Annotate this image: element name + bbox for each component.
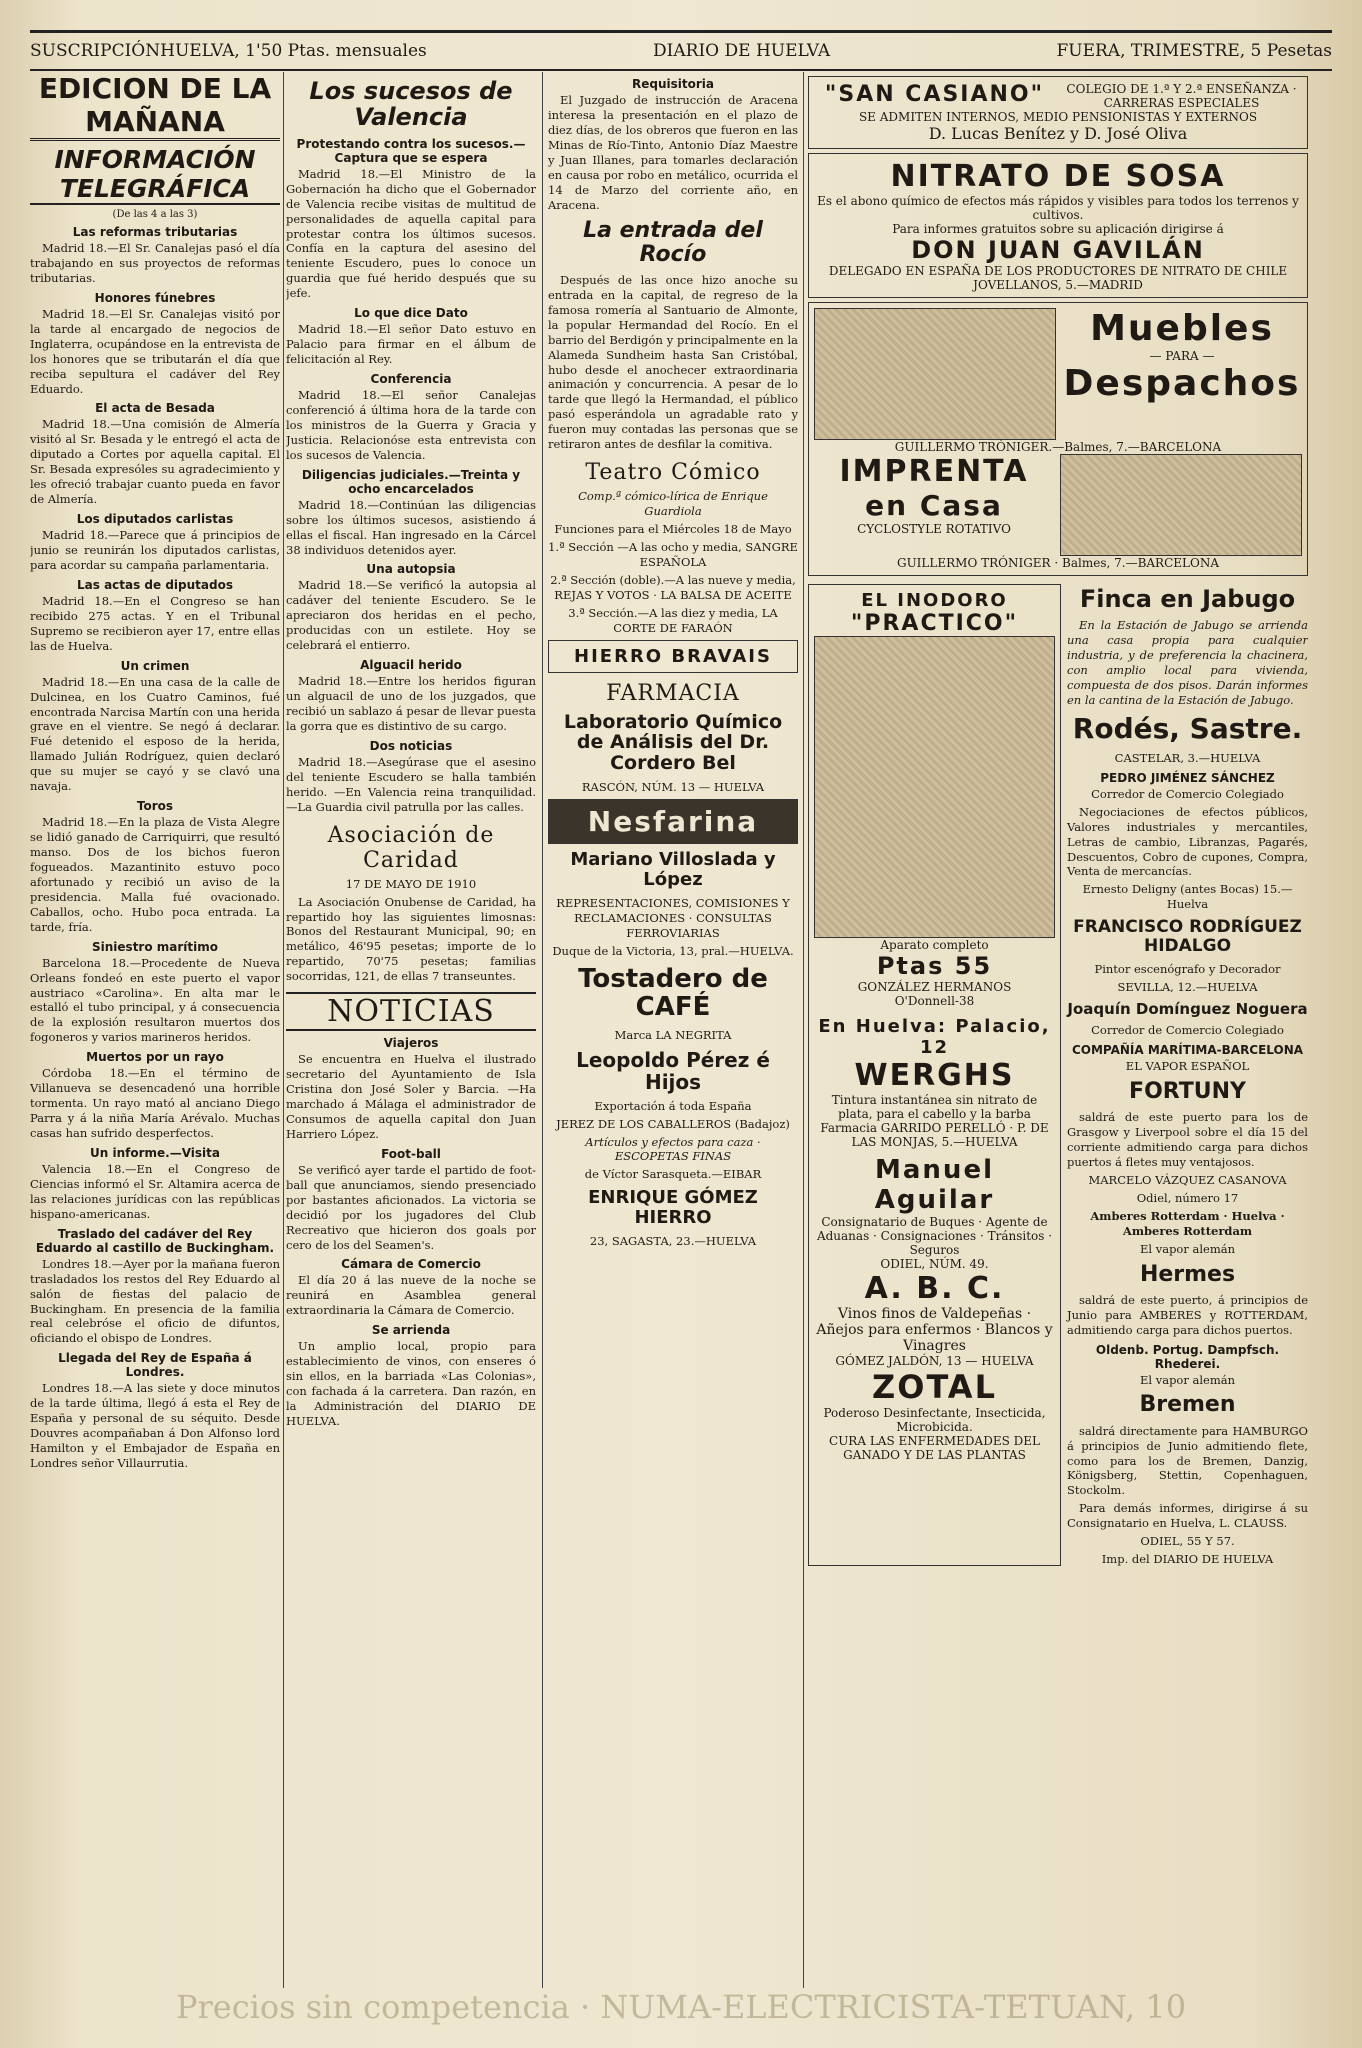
article-heading: Los diputados carlistas: [76, 512, 234, 527]
hermes-lines: Amberes Rotterdam · Huelva · Amberes Rotterdam: [1090, 1208, 1285, 1238]
caza-rep: ENRIQUE GÓMEZ HIERRO: [588, 1187, 758, 1229]
article-text: Madrid 18.—Entre los heridos figuran un alguacil de uno de los juzgados, que recibió un sablazo á pesar de llevar puesta la gorra que es distintivo de su cargo.: [286, 674, 536, 733]
tostadero-city: JEREZ DE LOS CABALLEROS (Badajoz): [556, 1116, 790, 1131]
printer-imprint: Imp. del DIARIO DE HUELVA: [1101, 1552, 1274, 1567]
bremen-consignee: Para demás informes, dirigirse á su Consignatario en Huelva, L. CLAUSS.: [1067, 1501, 1308, 1531]
teatro-functions: Funciones para el Miércoles 18 de Mayo: [554, 522, 792, 536]
hermes-name: Hermes: [1139, 1261, 1236, 1287]
nitrato-delegate: DELEGADO EN ESPAÑA DE LOS PRODUCTORES DE NITRATO DE CHILE: [828, 264, 1288, 278]
werghs-pharmacy: Farmacia GARRIDO PERELLÓ · P. DE LAS MONJAS, 5.—HUELVA: [820, 1121, 1049, 1149]
caza-address: 23, SAGASTA, 23.—HUELVA: [589, 1233, 757, 1248]
article-text: Madrid 18.—Asegúrase que el asesino del teniente Escudero se halla también herido. —En Valencia reina tranquilidad. —La Guardia civil patrulla por las calles.: [286, 754, 536, 814]
tostadero-title: Tostadero de CAFÉ: [578, 963, 768, 1023]
pedro-address: Ernesto Deligny (antes Bocas) 15.—Huelva: [1082, 882, 1293, 912]
article-text: Un amplio local, propio para establecimiento de vinos, con enseres ó sin ellos, en la barriada «Las Colonias», con fachada á la carretera. Dan razón, en la Administración del DIARIO DE HUELVA.: [286, 1339, 536, 1428]
noticias-list: [286, 1036, 536, 1429]
article-text: Madrid 18.—El señor Dato estuvo en Palacio para firmar en el álbum de felicitación al Rey.: [286, 322, 536, 367]
article-text: Madrid 18.—Una comisión de Almería visitó al Sr. Besada y le entregó el acta de diputado a Cortes por aquella capital. El Sr. Besada expresóles su agradecimiento y les ofreció trabajar cuanto pueda en favor de Almería.: [30, 417, 280, 507]
article-text: Se encuentra en Huelva el ilustrado secretario del Ayuntamiento de Isla Cristina don José Soler y Barcia. —Ha marchado á Málaga el administrador de Consumos de aquella capital don Juan Harriero López.: [286, 1052, 536, 1141]
abc-address: GÓMEZ JALDÓN, 13 — HUELVA: [835, 1354, 1034, 1368]
farmacia-address: RASCÓN, NÚM. 13 — HUELVA: [581, 780, 765, 795]
masthead-bar: [30, 30, 1332, 71]
maritima-address: Odiel, número 17: [1136, 1190, 1239, 1205]
article-heading: Llegada del Rey de España á Londres.: [58, 1351, 252, 1380]
finca-text: En la Estación de Jabugo se arrienda una casa propia para cualquier industria, y de preferencia la chacinera, con amplio local para vivienda, compuesta de dos pisos. Darán informes en la cantina de la Estación de Jabugo.: [1067, 618, 1308, 708]
article-text: Madrid 18.—El Sr. Canalejas pasó el día trabajando en sus proyectos de reformas tributarias.: [30, 241, 280, 285]
bremen-vapor: El vapor alemán: [1139, 1372, 1236, 1387]
article-text: Córdoba 18.—En el término de Villanueva se desencadenó una horrible tormenta. Un rayo mató al anciano Diego Parra y á la niña María Arévalo. Muchas casas han sufrido desperfectos.: [30, 1066, 280, 1140]
zotal-desc: Poderoso Desinfectante, Insecticida, Microbicida.: [823, 1406, 1046, 1434]
nitrato-name: DON JUAN GAVILÁN: [911, 236, 1205, 264]
caridad-title: Asociación de Caridad: [327, 822, 495, 873]
column-ads: [808, 72, 1308, 1988]
article-text: Londres 18.—A las siete y doce minutos de la tarde última, llegó á esta el Rey de España y personal de su séquito. Desde Douvres acompañaban á Don Alfonso lord Hamilton y el Embajador de España en Londres señor Villaurrutia.: [30, 1381, 280, 1470]
article-heading: Diligencias judiciales.—Treinta y ocho encarcelados: [301, 467, 521, 496]
article-text: Madrid 18.—El Sr. Canalejas visitó por la tarde al encargado de negocios de Inglaterra, ocupándose en la entrevista de los honores que se tributarán el día que reciba sepultura el cadáver del Rey Eduardo.: [30, 306, 280, 396]
article-text: Madrid 18.—El Ministro de la Gobernación ha dicho que el Gobernador de Valencia recibe visitas de multitud de personalidades de aquella capital para protestar contra los últimos sucesos. Confía en la captura del asesino del teniente Escudero, pues lo conoce un guardia que fué herido después que su jefe.: [286, 166, 536, 301]
article-heading: Siniestro marítimo: [92, 939, 218, 954]
article-text: Madrid 18.—Se verificó la autopsia al cadáver del teniente Escudero. Se le apreciaron dos heridas en el pecho, producidas con un estilete. Hoy se celebrará el entierro.: [286, 578, 536, 653]
ad-nesfarina: Nesfarina: [548, 799, 798, 844]
toilet-illustration: [814, 636, 1055, 938]
article-heading: Conferencia: [370, 372, 452, 387]
zotal-title: ZOTAL: [872, 1368, 997, 1406]
pedro-role: Corredor de Comercio Colegiado: [1091, 786, 1284, 801]
column-valencia: [286, 72, 536, 1988]
finca-title: Finca en Jabugo: [1079, 585, 1296, 613]
requisitoria-heading: Requisitoria: [632, 77, 714, 91]
tostadero-export: Exportación á toda España: [594, 1098, 752, 1113]
abc-desc: Vinos finos de Valdepeñas · Añejos para enfermos · Blancos y Vinagres: [816, 1306, 1053, 1354]
article-text: Madrid 18.—Parece que á principios de junio se reunirán los diputados carlistas, para acordar su campaña parlamentaria.: [30, 528, 280, 572]
francisco-role: Pintor escenógrafo y Decorador: [1094, 961, 1281, 976]
bremen-name: Bremen: [1139, 1392, 1236, 1418]
article-text: Madrid 18.—En una casa de la calle de Dulcinea, en los Cuatro Caminos, fué encontrada Narcisa Martín con una herida grave en el vientre. Se negó á declarar. Fué detenido el esposo de la herida, llamado Julián Rodríguez, quien declaró que su mujer se cayó y se clavó una navaja.: [30, 674, 280, 794]
maritima-title: COMPAÑÍA MARÍTIMA-BARCELONA: [1071, 1042, 1304, 1057]
article-heading: Un informe.—Visita: [90, 1145, 220, 1160]
joaquin-role: Corredor de Comercio Colegiado: [1091, 1023, 1284, 1037]
article-text: Londres 18.—Ayer por la mañana fueron trasladados los restos del Rey Eduardo al salón de fiestas del palacio de Buckingham. En presencia de la familia real celebróse el oficio de difuntos, oficiando el obispo de Londres.: [30, 1256, 280, 1346]
farmacia-label: FARMACIA: [606, 680, 740, 706]
article-heading: Muertos por un rayo: [86, 1050, 224, 1065]
francisco-name: FRANCISCO RODRÍGUEZ HIDALGO: [1073, 917, 1302, 956]
villoslada-name: Mariano Villoslada y López: [570, 849, 776, 890]
ad-hierro-bravais: HIERRO BRAVAIS: [548, 640, 798, 673]
column-rule: [803, 72, 804, 1988]
pedro-text: Negociaciones de efectos públicos, Valores industriales y mercantiles, Letras de cambio, Libranzas, Pagarés, Descuentos, Cobro de cupones, Compra, Venta de mercancías.: [1067, 804, 1308, 879]
article-heading: Foot-ball: [381, 1146, 441, 1161]
article-text: Madrid 18.—En la plaza de Vista Alegre se lidió ganado de Carriquirri, que resultó manso. Dos de los bichos fueron fogueados. Mazantinito estuvo poco afortunado y recibió un aviso de la presidencia. Malla fué ovacionado. Caballos, ocho. Hubo poca entrada. La tarde, fría.: [30, 815, 280, 934]
francisco-address: SEVILLA, 12.—HUELVA: [1117, 979, 1258, 994]
villoslada-text: REPRESENTACIONES, COMISIONES Y RECLAMACIONES · CONSULTAS FERROVIARIAS: [556, 895, 790, 940]
werghs-name: WERGHS: [854, 1058, 1015, 1093]
requisitoria-text: El Juzgado de instrucción de Aracena interesa la presentación en el plazo de diez días, de los obreros que fueron en las Minas de Río-Tinto, Antonio Díaz Maestre y Juan Illanes, para tomarles declaración en causa por robo en metálico, ocurrida el 14 de Marzo del corriente año, en Aracena.: [548, 93, 798, 212]
teatro-s2: 2.ª Sección (doble).—A las nueve y media, REJAS Y VOTOS · LA BALSA DE ACEITE: [550, 572, 796, 602]
bremen-address: ODIEL, 55 Y 57.: [1140, 1534, 1235, 1549]
farmacia-lab: Laboratorio Químico de Análisis del Dr. Cordero Bel: [563, 710, 783, 775]
desk-illustration: [814, 308, 1056, 440]
subscription-local: SUSCRIPCIÓNHUELVA, 1'50 Ptas. mensuales: [30, 41, 427, 61]
article-heading: Una autopsia: [366, 562, 456, 577]
villoslada-address: Duque de la Victoria, 13, pral.—HUELVA.: [552, 943, 794, 958]
tostadero-brand: Marca LA NEGRITA: [614, 1027, 732, 1042]
article-heading: Las actas de diputados: [77, 577, 233, 592]
article-text: El día 20 á las nueve de la noche se reunirá en Asamblea general extraordinaria la Cámara de Comercio.: [286, 1273, 536, 1318]
article-text: Barcelona 18.—Procedente de Nueva Orleans fondeó en este puerto el vapor austriaco «Carolina». En alta mar le estalló el tubo principal, y á consecuencia de la explosión resultaron muertos dos fogoneros y varios marineros heridos.: [30, 955, 280, 1045]
article-heading: Alguacil herido: [360, 658, 462, 673]
article-heading: Traslado del cadáver del Rey Eduardo al castillo de Buckingham.: [35, 1226, 275, 1255]
article-text: Valencia 18.—En el Congreso de Ciencias informó el Sr. Altamira acerca de las relaciones jurídicas con las repúblicas hispano-americanas.: [30, 1161, 280, 1221]
noticias-title: NOTICIAS: [286, 992, 536, 1031]
article-heading: Un crimen: [120, 658, 190, 673]
article-text: Madrid 18.—En el Congreso se han recibido 275 actas. Y en el Tribunal Supremo se recibieron ayer 17, entre ellas las de Huelva.: [30, 593, 280, 653]
caridad-text: La Asociación Onubense de Caridad, ha repartido hoy las siguientes limosnas: Bonos del Restaurant Municipal, 90; en metálico, 46'95 pesetas; importe de lo repartido, 70'75 pesetas; familias socorridas, 121, de ellas 7 transeuntes.: [286, 894, 536, 984]
tostadero-name: Leopoldo Pérez é Hijos: [576, 1047, 770, 1094]
ad-nitrato: [808, 153, 1308, 298]
subscription-outside: FUERA, TRIMESTRE, 5 Pesetas: [1056, 41, 1332, 61]
bremen-text: saldrá directamente para HAMBURGO á principios de Junio admitiendo flete, como para los de Bremen, Danzig, Königsberg, Stettin, Copenhaguen, Stockolm.: [1067, 1423, 1308, 1498]
huelva-title: En Huelva: Palacio, 12: [818, 1016, 1051, 1058]
sancasiano-directors: D. Lucas Benítez y D. José Oliva: [928, 124, 1188, 143]
paper-name: DIARIO DE HUELVA: [653, 41, 831, 61]
joaquin-name: Joaquín Domínguez Noguera: [1067, 999, 1308, 1018]
article-text: Se verificó ayer tarde el partido de foot-ball que anunciamos, siendo presenciado por bastantes aficionados. La victoria se decidió por los jugadores del Club Recreativo que hicieron dos goals por cero de los del Seamen's.: [286, 1162, 536, 1252]
teatro-s1: 1.ª Sección —A las ocho y media, SANGRE ESPAÑOLA: [548, 539, 798, 569]
hermes-text: saldrá de este puerto, á principios de Junio para AMBERES y ROTTERDAM, admitiendo carga para dichos puertos.: [1067, 1292, 1308, 1337]
hermes-vapor: El vapor alemán: [1139, 1241, 1236, 1256]
valencia-title: Los sucesos de Valencia: [309, 77, 513, 132]
article-heading: Viajeros: [383, 1036, 439, 1051]
muebles-address: GUILLERMO TRÓNIGER.—Balmes, 7.—BARCELONA: [894, 440, 1222, 454]
werghs-desc: Tintura instantánea sin nitrato de plata, para el cabello y la barba: [831, 1093, 1038, 1121]
maritima-text: saldrá de este puerto para los de Grasgow y Liverpool sobre el día 15 del corriente admitiendo carga para dichos puertos á fletes muy ventajosos.: [1067, 1110, 1308, 1169]
telegraph-list: [30, 225, 280, 1471]
article-heading: Cámara de Comercio: [341, 1257, 481, 1272]
caza-maker: de Víctor Sarasqueta.—EIBAR: [584, 1167, 762, 1182]
article-heading: Dos noticias: [369, 738, 453, 753]
ad-inodoro: EL INODORO "PRACTICO" Aparato completo Ptas 55 GONZÁLEZ HERMANOS O'Donnell-38 En Huelva: Palacio, 12 WERGHS Tintura instantánea sin nitrato de plata, para el cabello y la barba Farmacia GARRIDO PERELLÓ · P. DE LAS MONJAS, 5.—HUELVA Manuel Aguilar Consignatario de Buques · Agente de Aduanas · Consignaciones · Tránsitos · Seguros ODIEL, NÚM. 49. A. B. C. Vinos finos de Valdepeñas · Añejos para enfermos · Blancos y Vinagres GÓMEZ JALDÓN, 13 — HUELVA ZOTAL Poderoso Desinfectante, Insecticida, Microbicida. CURA LAS ENFERMEDADES DEL GANADO Y DE LAS PLANTAS: [808, 584, 1061, 1566]
nitrato-sub: Es el abono químico de efectos más rápidos y visibles para todos los terrenos y cultivos.: [817, 194, 1299, 222]
fortuny-name: FORTUNY: [1129, 1078, 1246, 1104]
bottom-strip: Precios sin competencia · NUMA-ELECTRICISTA-TETUAN, 10: [175, 1988, 1187, 2026]
rodes-address: CASTELAR, 3.—HUELVA: [1114, 750, 1261, 765]
article-heading: Protestando contra los sucesos.—Captura que se espera: [296, 136, 526, 165]
cyclostyle-illustration: [1060, 454, 1302, 556]
ad-muebles: Muebles — PARA — Despachos GUILLERMO TRÓNIGER.—Balmes, 7.—BARCELONA IMPRENTA en Casa CYCLOSTYLE ROTATIVO GUILLERMO TRÓNIGER · Balmes, 7.—BARCELONA: [808, 302, 1308, 576]
column-local: [548, 72, 798, 1988]
pedro-name: PEDRO JIMÉNEZ SÁNCHEZ: [1100, 770, 1275, 785]
column-rule: [283, 72, 284, 1988]
section-title: INFORMACIÓN TELEGRÁFICA: [30, 145, 280, 205]
rodes-title: Rodés, Sastre.: [1072, 712, 1303, 746]
nitrato-info: Para informes gratuitos sobre su aplicación dirigirse á: [892, 222, 1224, 236]
maritima-vapor: EL VAPOR ESPAÑOL: [1125, 1058, 1250, 1073]
article-heading: Se arrienda: [371, 1323, 451, 1338]
teatro-s3: 3.ª Sección.—A las diez y media, LA CORTE DE FARAÓN: [568, 605, 778, 635]
sancasiano-sub: COLEGIO DE 1.ª Y 2.ª ENSEÑANZA · CARRERAS ESPECIALES: [1066, 82, 1297, 110]
ads-right-stack: [1067, 580, 1308, 1570]
nitrato-title: NITRATO DE SOSA: [890, 159, 1226, 194]
aguilar-name: Manuel Aguilar: [874, 1155, 995, 1215]
article-text: Madrid 18.—Continúan las diligencias sobre los últimos sucesos, asistiendo á ellas el fiscal. Han ingresado en la Cárcel 38 individuos detenidos ayer.: [286, 497, 536, 557]
article-text: Madrid 18.—El señor Canalejas conferenció á última hora de la tarde con los ministros de la Guerra y Gracia y Justicia. Relacionóse esta entrevista con los sucesos de Valencia.: [286, 388, 536, 462]
imprenta-address: GUILLERMO TRÓNIGER · Balmes, 7.—BARCELONA: [896, 556, 1219, 570]
ad-san-casiano: [808, 76, 1308, 149]
caridad-date: 17 DE MAYO DE 1910: [345, 876, 477, 891]
sancasiano-admit: SE ADMITEN INTERNOS, MEDIO PENSIONISTAS Y EXTERNOS: [858, 110, 1258, 124]
nitrato-address: JOVELLANOS, 5.—MADRID: [973, 278, 1143, 292]
sancasiano-title: "SAN CASIANO": [824, 82, 1045, 107]
rocio-title: La entrada del Rocío: [583, 217, 763, 267]
rocio-text: Después de las once hizo anoche su entrada en la capital, de regreso de la famosa romería al Santuario de Almonte, la popular Hermandad del Rocío. En el barrio del Berdigón y principalmente en la Alameda Sundheim hasta San Cristóbal, hubo desde el anochecer extraordinaria animación y concurrencia. A pesar de lo tarde que llegó la Hermandad, el público pasó esperándola un agradable rato y fueron muy contadas las personas que se retiraron antes de desfilar la comitiva.: [548, 272, 798, 452]
column-telegraph: [30, 72, 280, 1988]
teatro-title: Teatro Cómico: [585, 460, 761, 486]
caza-text: Artículos y efectos para caza · ESCOPETAS FINAS: [585, 1134, 761, 1164]
article-heading: El acta de Besada: [95, 401, 215, 416]
aguilar-desc: Consignatario de Buques · Agente de Aduanas · Consignaciones · Tránsitos · Seguros: [816, 1215, 1053, 1257]
maritima-consignee: MARCELO VÁZQUEZ CASANOVA: [1088, 1172, 1287, 1187]
edition-title: EDICION DE LA MAÑANA: [30, 72, 280, 141]
teatro-company: Comp.ª cómico-lírica de Enrique Guardiola: [578, 489, 768, 519]
article-heading: Toros: [136, 799, 174, 814]
zotal-cures: CURA LAS ENFERMEDADES DEL GANADO Y DE LAS PLANTAS: [829, 1434, 1040, 1462]
article-heading: Lo que dice Dato: [354, 306, 468, 321]
article-heading: Las reformas tributarias: [72, 225, 238, 239]
abc-title: A. B. C.: [864, 1271, 1005, 1306]
bremen-company: Oldenb. Portug. Dampfsch. Rhederei.: [1095, 1342, 1280, 1371]
time-range: (De las 4 a las 3): [112, 209, 198, 220]
article-heading: Honores fúnebres: [94, 290, 216, 305]
aguilar-address: ODIEL, NÚM. 49.: [880, 1257, 989, 1271]
valencia-list: [286, 137, 536, 815]
column-rule: [542, 72, 543, 1988]
